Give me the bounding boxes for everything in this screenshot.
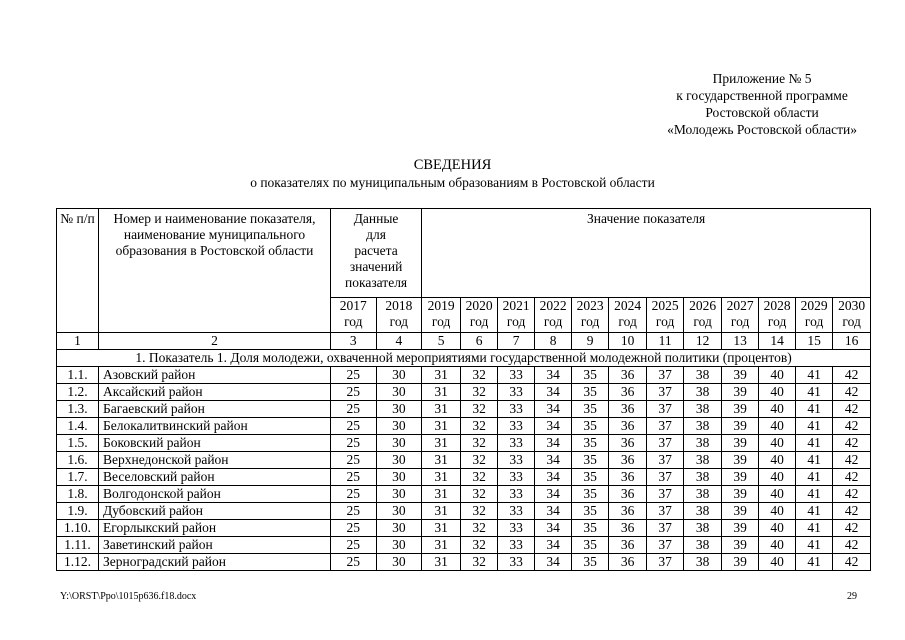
value-cell: 32 [461, 452, 498, 469]
row-number: 1.8. [57, 486, 99, 503]
value-cell: 32 [461, 554, 498, 571]
value-cell: 30 [376, 486, 422, 503]
section-row [57, 350, 871, 367]
value-cell: 31 [422, 401, 461, 418]
value-cell: 34 [535, 452, 572, 469]
value-cell: 41 [796, 418, 833, 435]
value-cell: 37 [647, 554, 684, 571]
value-cell: 40 [759, 367, 796, 384]
year-unit: год [767, 314, 787, 329]
value-cell: 30 [376, 418, 422, 435]
value-cell: 30 [376, 452, 422, 469]
year-label: 2017 [339, 298, 367, 313]
district-name: Белокалитвинский район [99, 418, 331, 435]
value-cell: 40 [759, 418, 796, 435]
year-label: 2020 [465, 298, 493, 313]
value-cell: 36 [609, 367, 647, 384]
value-cell: 36 [609, 452, 647, 469]
value-cell: 41 [796, 503, 833, 520]
value-cell: 35 [572, 554, 609, 571]
appendix-line: «Молодежь Ростовской области» [667, 122, 857, 137]
year-label: 2018 [385, 298, 413, 313]
value-cell: 25 [331, 452, 377, 469]
appendix-line: к государственной программе [676, 88, 848, 103]
value-cell: 30 [376, 384, 422, 401]
value-cell: 37 [647, 435, 684, 452]
table-row [57, 435, 871, 452]
value-cell: 41 [796, 384, 833, 401]
value-cell: 25 [331, 367, 377, 384]
column-number-row [57, 333, 871, 350]
value-cell: 38 [684, 537, 722, 554]
value-cell: 38 [684, 401, 722, 418]
year-label: 2028 [763, 298, 791, 313]
header-num: № п/п [57, 209, 99, 333]
value-cell: 41 [796, 435, 833, 452]
value-cell: 32 [461, 367, 498, 384]
value-cell: 37 [647, 452, 684, 469]
value-cell: 34 [535, 384, 572, 401]
value-cell: 36 [609, 520, 647, 537]
column-number-cell: 13 [722, 333, 759, 350]
value-cell: 25 [331, 503, 377, 520]
value-cell: 31 [422, 469, 461, 486]
value-cell: 41 [796, 469, 833, 486]
year-label: 2021 [502, 298, 530, 313]
column-number-cell: 6 [461, 333, 498, 350]
value-cell: 31 [422, 384, 461, 401]
value-cell: 34 [535, 469, 572, 486]
district-name: Егорлыкский район [99, 520, 331, 537]
value-cell: 35 [572, 520, 609, 537]
value-cell: 40 [759, 520, 796, 537]
value-cell: 34 [535, 367, 572, 384]
value-cell: 31 [422, 367, 461, 384]
year-unit: год [655, 314, 675, 329]
value-cell: 38 [684, 503, 722, 520]
value-cell: 42 [833, 435, 871, 452]
column-number-cell: 3 [331, 333, 377, 350]
value-cell: 37 [647, 367, 684, 384]
section-title: 1. Показатель 1. Доля молодежи, охваченной мероприятиями государственной молодежной политики (процентов) [57, 350, 871, 367]
value-cell: 41 [796, 367, 833, 384]
column-number-cell: 14 [759, 333, 796, 350]
value-cell: 32 [461, 384, 498, 401]
value-cell: 42 [833, 401, 871, 418]
row-number: 1.5. [57, 435, 99, 452]
value-cell: 30 [376, 537, 422, 554]
value-cell: 41 [796, 401, 833, 418]
value-cell: 33 [498, 503, 535, 520]
year-header-cell [684, 298, 722, 333]
value-cell: 35 [572, 384, 609, 401]
value-cell: 34 [535, 435, 572, 452]
value-cell: 32 [461, 537, 498, 554]
value-cell: 35 [572, 469, 609, 486]
value-cell: 35 [572, 401, 609, 418]
year-label: 2027 [726, 298, 754, 313]
value-cell: 33 [498, 418, 535, 435]
header-data: Данные для расчета значений показателя [331, 209, 422, 298]
value-cell: 40 [759, 537, 796, 554]
value-cell: 35 [572, 367, 609, 384]
value-cell: 37 [647, 520, 684, 537]
value-cell: 35 [572, 452, 609, 469]
page-number: 29 [847, 591, 857, 602]
appendix-line: Ростовской области [705, 105, 819, 120]
district-name: Зерноградский район [99, 554, 331, 571]
district-name: Волгодонской район [99, 486, 331, 503]
year-header-cell [331, 298, 377, 333]
year-header-cell [647, 298, 684, 333]
district-name: Аксайский район [99, 384, 331, 401]
year-header-cell [796, 298, 833, 333]
value-cell: 35 [572, 418, 609, 435]
header-row [57, 209, 871, 298]
year-label: 2030 [838, 298, 866, 313]
row-number: 1.10. [57, 520, 99, 537]
table-row [57, 503, 871, 520]
value-cell: 39 [722, 384, 759, 401]
value-cell: 30 [376, 520, 422, 537]
row-number: 1.3. [57, 401, 99, 418]
value-cell: 42 [833, 520, 871, 537]
year-unit: год [804, 314, 824, 329]
column-number-cell: 2 [99, 333, 331, 350]
indicators-table [56, 208, 871, 571]
year-label: 2026 [689, 298, 717, 313]
value-cell: 30 [376, 554, 422, 571]
year-unit: год [693, 314, 712, 329]
value-cell: 34 [535, 401, 572, 418]
year-header-cell [759, 298, 796, 333]
value-cell: 30 [376, 469, 422, 486]
value-cell: 35 [572, 435, 609, 452]
value-cell: 25 [331, 520, 377, 537]
value-cell: 36 [609, 384, 647, 401]
year-header-cell [535, 298, 572, 333]
value-cell: 39 [722, 554, 759, 571]
value-cell: 31 [422, 418, 461, 435]
year-label: 2024 [614, 298, 642, 313]
value-cell: 38 [684, 486, 722, 503]
value-cell: 30 [376, 367, 422, 384]
value-cell: 39 [722, 367, 759, 384]
year-header-cell [572, 298, 609, 333]
value-cell: 39 [722, 418, 759, 435]
row-number: 1.2. [57, 384, 99, 401]
value-cell: 34 [535, 537, 572, 554]
value-cell: 33 [498, 520, 535, 537]
year-header-cell [833, 298, 871, 333]
column-number-cell: 8 [535, 333, 572, 350]
year-header-cell [422, 298, 461, 333]
value-cell: 31 [422, 520, 461, 537]
appendix-block [667, 70, 857, 138]
column-number-cell: 9 [572, 333, 609, 350]
value-cell: 41 [796, 537, 833, 554]
column-number-cell: 5 [422, 333, 461, 350]
column-number-cell: 12 [684, 333, 722, 350]
value-cell: 34 [535, 554, 572, 571]
year-header-cell [609, 298, 647, 333]
value-cell: 33 [498, 401, 535, 418]
value-cell: 37 [647, 469, 684, 486]
value-cell: 33 [498, 554, 535, 571]
year-unit: год [506, 314, 526, 329]
year-unit: год [730, 314, 750, 329]
value-cell: 37 [647, 384, 684, 401]
district-name: Азовский район [99, 367, 331, 384]
column-number-cell: 4 [376, 333, 422, 350]
value-cell: 39 [722, 503, 759, 520]
value-cell: 35 [572, 486, 609, 503]
value-cell: 39 [722, 435, 759, 452]
value-cell: 38 [684, 452, 722, 469]
year-unit: год [618, 314, 637, 329]
district-name: Веселовский район [99, 469, 331, 486]
year-header-cell [461, 298, 498, 333]
table-row [57, 401, 871, 418]
value-cell: 40 [759, 503, 796, 520]
value-cell: 42 [833, 486, 871, 503]
year-unit: год [469, 314, 489, 329]
value-cell: 25 [331, 418, 377, 435]
row-number: 1.11. [57, 537, 99, 554]
value-cell: 33 [498, 384, 535, 401]
value-cell: 38 [684, 418, 722, 435]
value-cell: 42 [833, 469, 871, 486]
year-unit: год [389, 314, 409, 329]
value-cell: 32 [461, 503, 498, 520]
table-row [57, 554, 871, 571]
value-cell: 32 [461, 469, 498, 486]
value-cell: 42 [833, 537, 871, 554]
value-cell: 36 [609, 486, 647, 503]
value-cell: 32 [461, 401, 498, 418]
year-header-cell [498, 298, 535, 333]
value-cell: 32 [461, 435, 498, 452]
value-cell: 30 [376, 401, 422, 418]
value-cell: 39 [722, 537, 759, 554]
table-body [57, 367, 871, 571]
year-header-cell [376, 298, 422, 333]
district-name: Верхнедонской район [99, 452, 331, 469]
year-label: 2019 [427, 298, 455, 313]
table-row [57, 520, 871, 537]
value-cell: 30 [376, 435, 422, 452]
year-label: 2022 [539, 298, 567, 313]
value-cell: 33 [498, 537, 535, 554]
row-number: 1.12. [57, 554, 99, 571]
year-header-cell [722, 298, 759, 333]
table-row [57, 367, 871, 384]
value-cell: 25 [331, 384, 377, 401]
district-name: Дубовский район [99, 503, 331, 520]
value-cell: 31 [422, 452, 461, 469]
value-cell: 37 [647, 503, 684, 520]
table-row [57, 384, 871, 401]
value-cell: 42 [833, 367, 871, 384]
value-cell: 41 [796, 486, 833, 503]
value-cell: 33 [498, 486, 535, 503]
value-cell: 39 [722, 486, 759, 503]
value-cell: 42 [833, 418, 871, 435]
value-cell: 33 [498, 469, 535, 486]
year-label: 2029 [800, 298, 828, 313]
value-cell: 39 [722, 401, 759, 418]
value-cell: 37 [647, 486, 684, 503]
document-heading [0, 156, 905, 192]
year-unit: год [543, 314, 563, 329]
document-title: СВЕДЕНИЯ [413, 157, 492, 173]
row-number: 1.4. [57, 418, 99, 435]
value-cell: 33 [498, 452, 535, 469]
value-cell: 40 [759, 554, 796, 571]
document-subtitle: о показателях по муниципальным образованиям в Ростовской области [250, 175, 655, 190]
value-cell: 40 [759, 435, 796, 452]
value-cell: 40 [759, 384, 796, 401]
table-row [57, 452, 871, 469]
value-cell: 33 [498, 367, 535, 384]
value-cell: 32 [461, 486, 498, 503]
value-cell: 39 [722, 469, 759, 486]
district-name: Боковский район [99, 435, 331, 452]
header-name: Номер и наименование показателя, наименование муниципального образования в Ростовской области [99, 209, 331, 333]
value-cell: 37 [647, 537, 684, 554]
value-cell: 42 [833, 554, 871, 571]
value-cell: 34 [535, 418, 572, 435]
value-cell: 39 [722, 520, 759, 537]
header-value: Значение показателя [422, 209, 871, 298]
value-cell: 36 [609, 469, 647, 486]
file-path: Y:\ORST\Ppo\1015p636.f18.docx [60, 591, 197, 602]
district-name: Заветинский район [99, 537, 331, 554]
value-cell: 41 [796, 452, 833, 469]
table-row [57, 469, 871, 486]
value-cell: 25 [331, 401, 377, 418]
row-number: 1.6. [57, 452, 99, 469]
value-cell: 25 [331, 486, 377, 503]
value-cell: 31 [422, 486, 461, 503]
value-cell: 36 [609, 435, 647, 452]
value-cell: 34 [535, 503, 572, 520]
value-cell: 31 [422, 537, 461, 554]
value-cell: 38 [684, 435, 722, 452]
year-unit: год [344, 314, 363, 329]
value-cell: 42 [833, 384, 871, 401]
year-unit: год [431, 314, 451, 329]
row-number: 1.9. [57, 503, 99, 520]
value-cell: 31 [422, 554, 461, 571]
value-cell: 38 [684, 384, 722, 401]
value-cell: 31 [422, 503, 461, 520]
value-cell: 25 [331, 435, 377, 452]
value-cell: 40 [759, 401, 796, 418]
value-cell: 36 [609, 554, 647, 571]
year-unit: год [580, 314, 600, 329]
row-number: 1.1. [57, 367, 99, 384]
column-number-cell: 10 [609, 333, 647, 350]
value-cell: 42 [833, 452, 871, 469]
value-cell: 31 [422, 435, 461, 452]
value-cell: 41 [796, 554, 833, 571]
value-cell: 38 [684, 520, 722, 537]
value-cell: 40 [759, 452, 796, 469]
table-row [57, 537, 871, 554]
column-number-cell: 1 [57, 333, 99, 350]
value-cell: 37 [647, 418, 684, 435]
value-cell: 38 [684, 554, 722, 571]
column-number-cell: 16 [833, 333, 871, 350]
value-cell: 32 [461, 520, 498, 537]
value-cell: 37 [647, 401, 684, 418]
district-name: Багаевский район [99, 401, 331, 418]
column-number-cell: 15 [796, 333, 833, 350]
value-cell: 34 [535, 520, 572, 537]
value-cell: 36 [609, 418, 647, 435]
value-cell: 33 [498, 435, 535, 452]
value-cell: 40 [759, 469, 796, 486]
column-number-cell: 7 [498, 333, 535, 350]
year-label: 2023 [576, 298, 604, 313]
table-row [57, 418, 871, 435]
value-cell: 32 [461, 418, 498, 435]
value-cell: 25 [331, 537, 377, 554]
value-cell: 30 [376, 503, 422, 520]
year-unit: год [842, 314, 861, 329]
column-number-cell: 11 [647, 333, 684, 350]
table-row [57, 486, 871, 503]
appendix-line: Приложение № 5 [712, 71, 812, 86]
value-cell: 39 [722, 452, 759, 469]
value-cell: 40 [759, 486, 796, 503]
value-cell: 38 [684, 367, 722, 384]
value-cell: 36 [609, 537, 647, 554]
value-cell: 35 [572, 537, 609, 554]
value-cell: 41 [796, 520, 833, 537]
row-number: 1.7. [57, 469, 99, 486]
value-cell: 35 [572, 503, 609, 520]
year-label: 2025 [651, 298, 679, 313]
value-cell: 42 [833, 503, 871, 520]
value-cell: 38 [684, 469, 722, 486]
value-cell: 25 [331, 469, 377, 486]
value-cell: 36 [609, 401, 647, 418]
value-cell: 36 [609, 503, 647, 520]
value-cell: 34 [535, 486, 572, 503]
value-cell: 25 [331, 554, 377, 571]
